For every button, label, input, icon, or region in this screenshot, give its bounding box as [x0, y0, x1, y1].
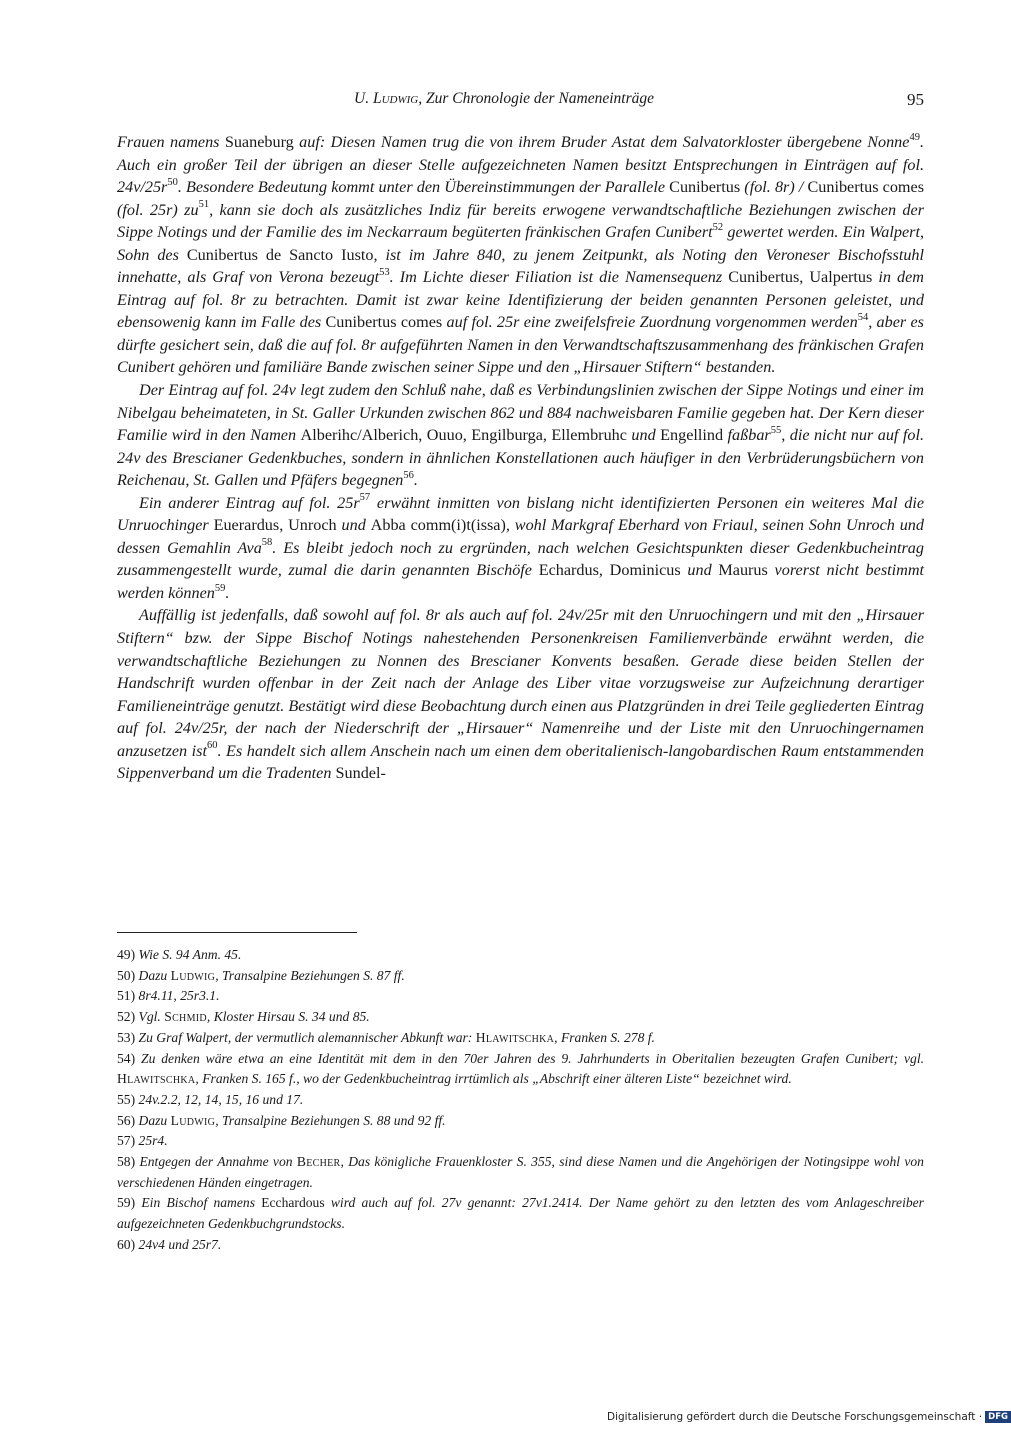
footnote-text: , Franken S. 165 f., wo der Gedenkbucheintrag irrtümlich als „Abschrift einer älteren Liste“ bezeichnet wird. [195, 1071, 792, 1087]
footnote-ref[interactable]: 55 [770, 424, 782, 436]
footnote-text: 24v.2.2, 12, 14, 15, 16 und 17. [138, 1091, 304, 1107]
footnote-text: , Kloster Hirsau S. 34 und 85. [206, 1009, 370, 1025]
footnote-number: 54) [117, 1050, 136, 1066]
footnote-60 [117, 1235, 924, 1256]
name: Cunibertus [669, 178, 741, 197]
text: . Es bleibt jedoch noch zu ergründen, nach welchen Gesichtspunkten dieser Gedenkbucheintrag zusammengestellt wurde, zumal die darin genannten Bischöfe [117, 538, 924, 580]
author-name: Hlawitschka [475, 1029, 555, 1045]
name: Echardus, Dominicus [538, 561, 681, 580]
running-head-author: U. Ludwig [354, 90, 419, 107]
text: . [413, 471, 418, 490]
text: , kann sie doch als zusätzliches Indiz für bereits erwogene verwandtschaftliche Beziehungen zwischen der Sippe Notings und der Familie des im Neckarraum begüterten fränkischen Grafen Cunibert [117, 200, 925, 242]
author-name: Ludwig [170, 967, 216, 983]
paragraph-2 [117, 379, 924, 492]
footer-credit [607, 1411, 1011, 1423]
footnote-text: Entgegen der Annahme von [139, 1154, 297, 1170]
footnote-ref[interactable]: 57 [359, 492, 371, 504]
footnote-text: , Das königliche Frauenkloster S. 355, sind diese Namen und die Angehörigen der Notingsippe wohl von verschiedenen Händen eingetragen. [117, 1154, 924, 1190]
text: (fol. 25r) zu [117, 200, 199, 219]
paragraph-4 [117, 604, 924, 784]
footnote-51 [117, 986, 924, 1007]
footnote-number: 51) [117, 988, 136, 1004]
name: Suaneburg [224, 133, 294, 151]
author-name: Schmid [164, 1009, 207, 1025]
footnote-ref[interactable]: 50 [167, 176, 178, 188]
text: . Im Lichte dieser Filiation ist die Namensequenz [389, 268, 729, 287]
text: . [225, 583, 230, 602]
text: , aber es dürfte gesichert sein, daß die auf fol. 8r aufgeführten Namen in den Verwandtschaftszusammenhang des fränkischen Grafen Cunibert gehören und familiäre Bande zwischen seiner Sippe und den „Hirsauer Stiftern“ bestanden. [117, 313, 924, 377]
dfg-logo-icon: DFG [985, 1411, 1011, 1423]
footnote-57 [117, 1131, 924, 1152]
text: Auffällig ist jedenfalls, daß sowohl auf fol. 8r als auch auf fol. 24v/25r mit den Unruochingern und mit den „Hirsauer Stiftern“ bzw. der Sippe Bischof Notings nahestehenden Personenkreisen Familienverbände erwähnt werden, die verwandtschaftliche Beziehungen zu Nonnen des Brescianer Konvents besaßen. Gerade diese beiden Stellen der Handschrift wurden offenbar in der Zeit nach der Anlage des Liber vitae vorzugsweise zur Aufzeichnung derartiger Familieneinträge genutzt. Bestätigt wird diese Beobachtung durch einen aus Platzgründen in drei Teile gegliederten Eintrag auf fol. 24v/25r, der nach der Niederschrift der „Hirsauer“ Namenreihe und der Liste mit den Unruochingernamen anzusetzen ist [117, 606, 924, 760]
footnote-number: 53) [117, 1029, 136, 1045]
author-name: Ludwig [170, 1112, 216, 1128]
footnote-54 [117, 1049, 924, 1090]
text: in dem Eintrag auf fol. 8r zu betrachten. Damit ist zwar keine Identifizierung der beiden genannten Personen geleistet, und ebensowenig kann im Falle des [117, 268, 924, 332]
footnote-number: 59) [117, 1195, 136, 1211]
text: auf: Diesen Namen trug die von ihrem Bruder Astat dem Salvatorkloster übergebene Nonne [293, 133, 910, 151]
footnote-number: 58) [117, 1154, 136, 1170]
footnotes [117, 945, 924, 1256]
text: faßbar [723, 426, 771, 445]
text: , ist im Jahre 840, zu jenem Zeitpunkt, als Noting den Veroneser Bischofsstuhl innehatte, als Graf von Verona bezeugt [117, 245, 925, 287]
name: Cunibertus comes [807, 178, 925, 197]
footnote-text: , Transalpine Beziehungen S. 87 ff. [215, 967, 405, 983]
name: Sundel- [335, 764, 386, 783]
footnote-ref[interactable]: 51 [198, 199, 210, 211]
text: und [626, 426, 661, 445]
name: Cunibertus de Sancto Iusto [186, 245, 374, 264]
footnote-ref[interactable]: 52 [712, 221, 724, 233]
running-head [354, 90, 654, 108]
page-number: 95 [907, 90, 924, 109]
footnote-52 [117, 1007, 924, 1028]
text: , die nicht nur auf fol. 24v des Brescianer Gedenkbuches, sondern in ähnlichen Konstellationen auch häufiger in den Verbrüderungsbüchern von Reichenau, St. Gallen und Pfäfers begegnen [117, 426, 925, 490]
text: , wohl Markgraf Eberhard von Friaul, seinen Sohn Unroch und dessen Gemahlin Ava [117, 516, 924, 557]
text: . Auch ein großer Teil der übrigen an dieser Stelle aufgezeichneten Namen besitzt Entsprechungen in Einträgen auf fol. 24v/25r [117, 133, 925, 197]
footnote-number: 49) [117, 947, 136, 962]
footnote-59 [117, 1193, 924, 1234]
text: erwähnt inmitten von bislang nicht identifizierten Personen ein weiteres Mal die Unruochinger [117, 493, 925, 535]
footnote-divider [117, 932, 357, 933]
paragraph-3 [117, 492, 924, 605]
text: Der Eintrag auf fol. 24v legt zudem den Schluß nahe, daß es Verbindungslinien zwischen der Sippe Notings und einer im Nibelgau beheimateten, in St. Galler Urkunden zwischen 862 und 884 nachweisbaren Familie gegeben hat. Der Kern dieser Familie wird in den Namen [117, 381, 924, 445]
footnote-text: Dazu [138, 1112, 171, 1128]
footnote-text: Zu denken wäre etwa an eine Identität mit dem in den 70er Jahren des 9. Jahrhunderts in Oberitalien bezeugten Grafen Cunibert; vgl. [141, 1050, 924, 1066]
text: auf fol. 25r eine zweifelsfreie Zuordnung vorgenommen werden [442, 313, 858, 332]
footnote-text: 25r4. [138, 1133, 168, 1149]
text: Ein anderer Eintrag auf fol. 25r [139, 493, 360, 512]
text: Frauen namens [117, 133, 225, 151]
text: und [336, 516, 371, 535]
footnote-ref[interactable]: 49 [909, 131, 920, 143]
name: Alberihc/Alberich, Ouuo, Engilburga, Ellembruhc [300, 426, 627, 445]
footnote-text: 24v4 und 25r7. [138, 1236, 222, 1252]
text: . Es handelt sich allem Anschein nach um einen dem oberitalienisch-langobardischen Raum entstammenden Sippenverband um die Tradenten [117, 741, 924, 783]
text: und [680, 561, 719, 580]
running-head-title: , Zur Chronologie der Nameneinträge [418, 90, 655, 107]
footnote-number: 55) [117, 1091, 136, 1107]
footnote-number: 56) [117, 1112, 136, 1128]
name: Maurus [718, 561, 768, 580]
text: (fol. 8r) / [740, 178, 808, 197]
footnote-ref[interactable]: 58 [261, 537, 273, 549]
footnote-text: , Franken S. 278 f. [554, 1029, 655, 1045]
text: . Besondere Bedeutung kommt unter den Übereinstimmungen der Parallele [177, 178, 670, 197]
footnote-text: Ein Bischof namens [141, 1195, 262, 1211]
footnote-58 [117, 1152, 924, 1193]
name: Ecchardous [261, 1195, 325, 1211]
footnote-50 [117, 966, 924, 987]
author-name: Becher [296, 1154, 341, 1170]
text: gewertet werden. Ein Walpert, Sohn des [117, 223, 925, 264]
footnote-text: Zu Graf Walpert, der vermutlich alemannischer Abkunft war: [138, 1029, 476, 1045]
footnote-text: , Transalpine Beziehungen S. 88 und 92 ff. [215, 1112, 446, 1128]
footnote-text: Vgl. [138, 1009, 165, 1025]
footnote-number: 60) [117, 1236, 136, 1252]
footnote-ref[interactable]: 60 [206, 740, 218, 752]
paragraph-1 [117, 131, 924, 379]
footnote-number: 57) [117, 1133, 136, 1149]
footnote-number: 52) [117, 1009, 136, 1025]
footnote-text: Wie S. 94 Anm. 45. [138, 947, 242, 962]
footnote-ref[interactable]: 53 [379, 266, 390, 278]
footnote-56 [117, 1111, 924, 1132]
credit-text: Digitalisierung gefördert durch die Deutsche Forschungsgemeinschaft · [607, 1411, 983, 1423]
footnote-text: wird auch auf fol. 27v genannt: 27v1.2414. Der Name gehört zu den letzten des vom Anlageschreiber aufgezeichneten Gedenkbuchgrundstocks. [117, 1195, 924, 1232]
footnote-53 [117, 1028, 924, 1049]
text: vorerst nicht bestimmt werden können [117, 561, 925, 602]
name: Euerardus, Unroch [213, 516, 337, 535]
footnote-text: Dazu [138, 967, 171, 983]
name: Cunibertus, Ualpertus [728, 268, 873, 287]
body-text [117, 131, 924, 785]
footnote-55 [117, 1090, 924, 1111]
footnote-ref[interactable]: 56 [403, 469, 414, 481]
author-name: Hlawitschka [117, 1071, 196, 1087]
footnote-49 [117, 945, 924, 966]
footnote-ref[interactable]: 54 [857, 311, 869, 323]
footnote-text: 8r4.11, 25r3.1. [138, 988, 220, 1004]
name: Cunibertus comes [325, 313, 443, 332]
footnote-ref[interactable]: 59 [214, 582, 226, 594]
name: Engellind [660, 426, 724, 445]
footnote-number: 50) [117, 967, 136, 983]
name: Abba comm(i)t(issa) [370, 516, 506, 535]
